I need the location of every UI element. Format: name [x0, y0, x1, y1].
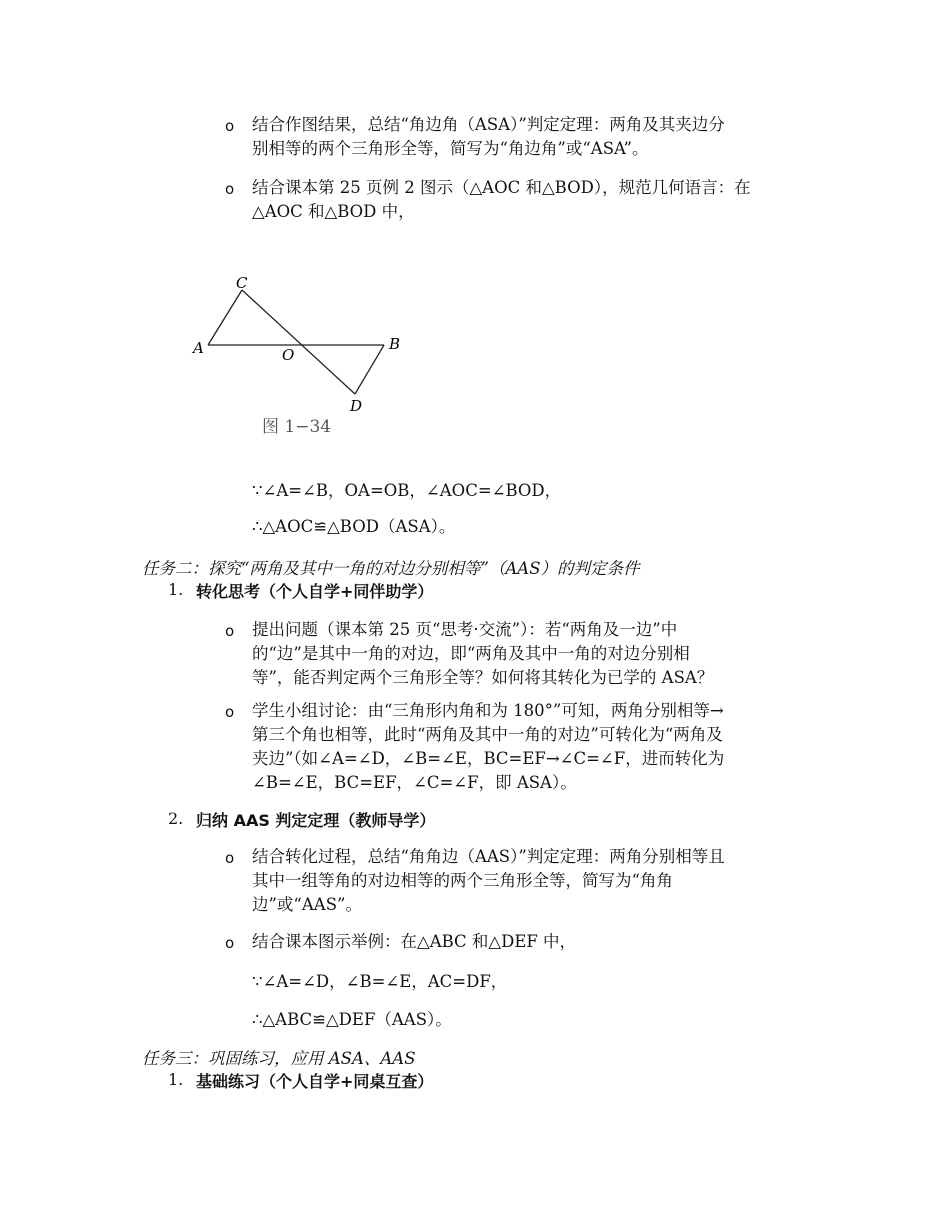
bullet-marker: o — [225, 622, 235, 640]
label-d: D — [350, 397, 363, 415]
text-line: 夹边”（如∠A=∠D，∠B=∠E，BC=EF→∠C=∠F，进而转化为 — [252, 749, 725, 768]
text-line: 提出问题（课本第 25 页“思考·交流”）：若“两角及一边”中 — [252, 620, 678, 639]
text-line: 的“边”是其中一角的对边，即“两角及其中一角的对边分别相 — [252, 644, 690, 663]
heading-basic-practice: 基础练习（个人自学+同桌互查） — [196, 1072, 434, 1091]
segment-ac — [208, 290, 242, 345]
paragraph-example: 结合课本图示举例：在△ABC 和△DEF 中， — [252, 932, 577, 951]
text-line: 第三个角也相等，此时“两角及其中一角的对边”可转化为“两角及 — [252, 725, 723, 744]
figure-svg — [188, 268, 418, 443]
text-line: 结合作图结果，总结“角边角（ASA）”判定定理：两角及其夹边分 — [252, 115, 725, 134]
bullet-marker: o — [225, 180, 235, 198]
text-line: 学生小组讨论：由“三角形内角和为 180°”可知，两角分别相等→ — [252, 701, 724, 720]
text-line: 结合转化过程，总结“角角边（AAS）”判定定理：两角分别相等且 — [252, 847, 725, 866]
list-number: 1. — [168, 1070, 184, 1089]
text-line: ∠B=∠E，BC=EF，∠C=∠F，即 ASA）。 — [252, 773, 577, 792]
bullet-marker: o — [225, 703, 235, 721]
label-c: C — [236, 274, 248, 292]
text-line: △AOC 和△BOD 中， — [252, 202, 415, 221]
paragraph-asa-summary — [252, 113, 725, 161]
paragraph-aas-summary — [252, 845, 725, 917]
task-two-title: 任务二：探究“两角及其中一角的对边分别相等”（AAS）的判定条件 — [142, 559, 640, 578]
text-line: 边”或“AAS”。 — [252, 895, 362, 914]
text-line: 结合课本第 25 页例 2 图示（△AOC 和△BOD），规范几何语言：在 — [252, 178, 751, 197]
text-line: 等”，能否判定两个三角形全等？如何将其转化为已学的 ASA？ — [252, 668, 714, 687]
figure-caption: 图 1−34 — [262, 417, 332, 437]
paragraph-question — [252, 618, 713, 690]
heading-transform-thinking: 转化思考（个人自学+同伴助学） — [196, 582, 434, 601]
bullet-marker: o — [225, 117, 235, 135]
bullet-marker: o — [225, 934, 235, 952]
list-number: 2. — [168, 809, 184, 828]
paragraph-discussion — [252, 699, 724, 795]
geometry-figure — [188, 268, 418, 443]
heading-aas-theorem: 归纳 AAS 判定定理（教师导学） — [196, 811, 436, 830]
bullet-marker: o — [225, 849, 235, 867]
segment-bd — [355, 345, 384, 394]
paragraph-example-intro — [252, 176, 751, 224]
list-number: 1. — [168, 580, 184, 599]
label-b: B — [389, 335, 401, 353]
text-line: 别相等的两个三角形全等，简写为“角边角”或“ASA”。 — [252, 139, 649, 158]
proof-conclusion: ∴△AOC≌△BOD（ASA）。 — [252, 517, 456, 536]
segment-cd — [242, 290, 355, 394]
label-a: A — [193, 339, 204, 357]
proof-given: ∵∠A=∠D，∠B=∠E，AC=DF， — [252, 972, 508, 991]
task-three-title: 任务三：巩固练习，应用 ASA、AAS — [142, 1049, 416, 1068]
label-o: O — [282, 346, 295, 364]
proof-conclusion: ∴△ABC≌△DEF（AAS）。 — [252, 1010, 452, 1029]
text-line: 其中一组等角的对边相等的两个三角形全等，简写为“角角 — [252, 871, 673, 890]
proof-given: ∵∠A=∠B，OA=OB，∠AOC=∠BOD， — [252, 481, 562, 500]
